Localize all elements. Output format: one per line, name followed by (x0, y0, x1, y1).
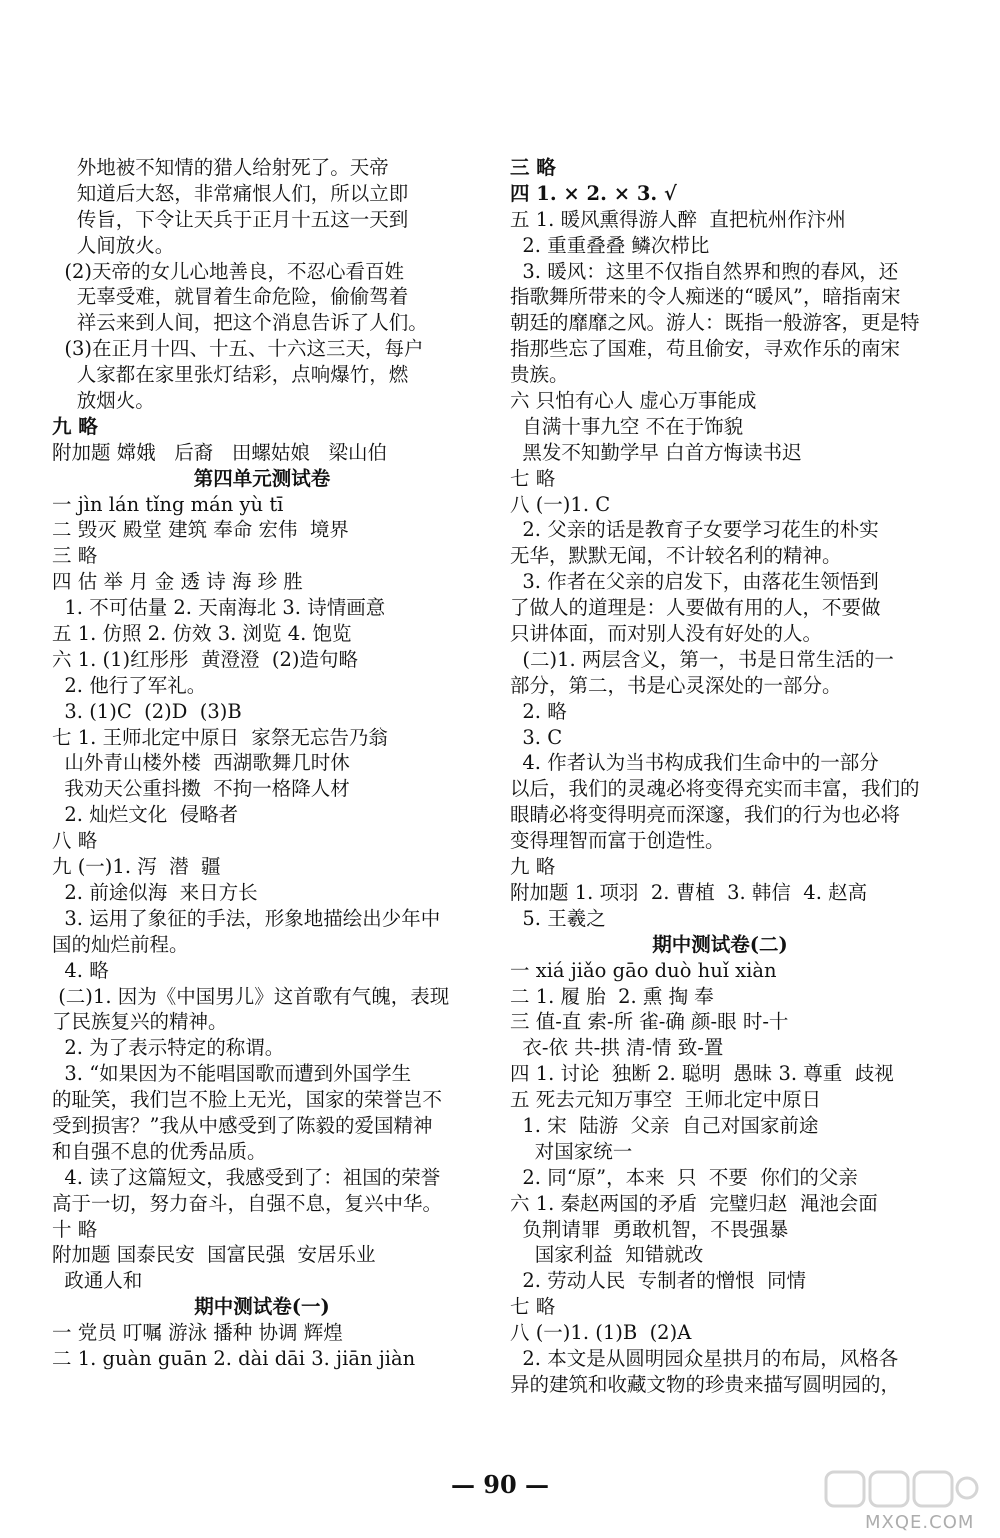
right-answer-line: 三 值-直 索-所 雀-确 颜-眼 时-十 (510, 1010, 789, 1034)
right-answer-line: 九 略 (510, 855, 556, 879)
right-answer-line: 对国家统一 (510, 1139, 633, 1163)
right-answer-line: 四 1. 讨论 独断 2. 聪明 愚昧 3. 尊重 歧视 (510, 1062, 894, 1086)
left-answer-line: 2. 为了表示特定的称谓。 (52, 1036, 285, 1060)
right-answer-line: 六 只怕有心人 虚心万事能成 (510, 389, 757, 413)
right-answer-line: 八 (一)1. C (510, 492, 611, 516)
left-answer-line: 放烟火。 (52, 389, 155, 413)
left-answer-line: (二)1. 因为《中国男儿》这首歌有气魄，表现 (52, 984, 450, 1008)
left-answer-line: 受到损害？”我从中感受到了陈毅的爱国精神 (52, 1113, 433, 1137)
right-answer-line: 3. 暖风：这里不仅指自然界和煦的春风，还 (510, 259, 899, 283)
left-answer-line: 的耻笑，我们岂不脸上无光，国家的荣誉岂不 (52, 1088, 443, 1112)
right-answer-line: 黑发不知勤学早 白首方悔读书迟 (510, 440, 802, 464)
right-answer-line: 2. 父亲的话是教育子女要学习花生的朴实 (510, 518, 879, 542)
right-answer-line: 指歌舞所带来的令人痴迷的“暖风”，暗指南宋 (510, 285, 901, 309)
left-answer-line: (3)在正月十四、十五、十六这三天，每户 (52, 337, 424, 361)
left-answer-line: 3. “如果因为不能唱国歌而遭到外国学生 (52, 1062, 412, 1086)
right-answer-line: (二)1. 两层含义，第一，书是日常生活的一 (510, 647, 894, 671)
left-answer-line: 祥云来到人间，把这个消息告诉了人们。 (52, 311, 428, 335)
watermark-text: MXQE.COM (865, 1512, 975, 1533)
right-answer-line: 眼睛必将变得明亮而深邃，我们的行为也必将 (510, 803, 901, 827)
left-answer-line: 3. 运用了象征的手法，形象地描绘出少年中 (52, 906, 441, 930)
right-answer-line: 衣-依 共-拱 清-情 致-置 (510, 1036, 724, 1060)
right-answer-line: 七 略 (510, 466, 556, 490)
right-answer-line: 五 死去元知万事空 王师北定中原日 (510, 1088, 822, 1112)
left-answer-line: 2. 灿烂文化 侵略者 (52, 803, 239, 827)
left-answer-line: 2. 他行了军礼。 (52, 673, 207, 697)
right-answer-line: 1. 宋 陆游 父亲 自己对国家前途 (510, 1113, 819, 1137)
left-answer-line: 二 毁灭 殿堂 建筑 奉命 宏伟 境界 (52, 518, 349, 542)
left-answer-line: 2. 前途似海 来日方长 (52, 880, 258, 904)
left-answer-line: 七 1. 王师北定中原日 家祭无忘告乃翁 (52, 725, 388, 749)
left-answer-line: 国的灿烂前程。 (52, 932, 189, 956)
right-answer-line: 四 1. × 2. × 3. √ (510, 181, 677, 205)
right-answer-line: 异的建筑和收藏文物的珍贵来描写圆明园的， (510, 1372, 901, 1396)
right-section-heading: 期中测试卷(二) (652, 932, 788, 956)
right-answer-line: 三 略 (510, 156, 556, 179)
left-answer-line: 4. 略 (52, 958, 109, 982)
right-answer-line: 2. 本文是从圆明园众星拱月的布局，风格各 (510, 1346, 899, 1370)
right-answer-line: 2. 劳动人民 专制者的憎恨 同情 (510, 1269, 806, 1293)
left-answer-line: 无辜受难，就冒着生命危险，偷偷驾着 (52, 285, 409, 309)
right-column (510, 155, 930, 1398)
left-answer-line: 和自强不息的优秀品质。 (52, 1139, 267, 1163)
right-answer-line: 部分，第二，书是心灵深处的一部分。 (510, 673, 842, 697)
left-answer-line: 3. (1)C (2)D (3)B (52, 699, 242, 723)
left-answer-line: 九 略 (52, 414, 98, 438)
right-answer-line: 指那些忘了国难，苟且偷安，寻欢作乐的南宋 (510, 337, 901, 361)
right-answer-line: 七 略 (510, 1295, 556, 1319)
left-answer-line: 人家都在家里张灯结彩，点响爆竹，燃 (52, 363, 409, 387)
right-answer-line: 贵族。 (510, 363, 569, 387)
left-answer-line: 五 1. 仿照 2. 仿效 3. 浏览 4. 饱览 (52, 622, 352, 646)
left-answer-line: 三 略 (52, 544, 98, 568)
right-answer-line: 附加题 1. 项羽 2. 曹植 3. 韩信 4. 赵高 (510, 880, 868, 904)
right-answer-line: 以后，我们的灵魂必将变得充实而丰富，我们的 (510, 777, 920, 801)
right-answer-line: 无华，默默无闻，不计较名利的精神。 (510, 544, 842, 568)
left-answer-line: 外地被不知情的猎人给射死了。天帝 (52, 156, 389, 179)
left-answer-line: 十 略 (52, 1217, 98, 1241)
left-answer-line: 人间放火。 (52, 233, 175, 257)
right-answer-line: 只讲体面，而对别人没有好处的人。 (510, 622, 823, 646)
left-answer-line: 了民族复兴的精神。 (52, 1010, 228, 1034)
right-answer-line: 了做人的道理是：人要做有用的人，不要做 (510, 596, 881, 620)
left-answer-line: 传旨，下令让天兵于正月十五这一天到 (52, 207, 409, 231)
left-answer-line: 高于一切，努力奋斗，自强不息，复兴中华。 (52, 1191, 443, 1215)
right-answer-line: 4. 作者认为当书构成我们生命中的一部分 (510, 751, 879, 775)
left-answer-line: 一 党员 叮嘱 游泳 播种 协调 辉煌 (52, 1321, 343, 1345)
left-answer-line: 一 jìn lán tǐng mán yù tī (52, 492, 284, 516)
left-answer-line: 九 (一)1. 泻 潜 疆 (52, 855, 221, 879)
right-answer-line: 国家利益 知错就改 (510, 1243, 704, 1267)
left-section-heading: 期中测试卷(一) (194, 1295, 330, 1319)
left-answer-line: 知道后大怒，非常痛恨人们，所以立即 (52, 181, 409, 205)
left-answer-line: 1. 不可估量 2. 天南海北 3. 诗情画意 (52, 596, 386, 620)
right-answer-line: 一 xiá jiǎo gāo duò huǐ xiàn (510, 958, 777, 982)
left-answer-line: 政通人和 (52, 1269, 143, 1293)
left-answer-line: 八 略 (52, 829, 98, 853)
right-answer-line: 3. 作者在父亲的启发下，由落花生领悟到 (510, 570, 879, 594)
left-answer-line: 我劝天公重抖擞 不拘一格降人材 (52, 777, 350, 801)
left-answer-line: 附加题 国泰民安 国富民强 安居乐业 (52, 1243, 376, 1267)
right-answer-line: 2. 同“原”，本来 只 不要 你们的父亲 (510, 1165, 858, 1189)
right-answer-line: 二 1. 履 胎 2. 熏 掏 奉 (510, 984, 714, 1008)
page-number: — 90 — (450, 1470, 550, 1499)
right-answer-line: 2. 重重叠叠 鳞次栉比 (510, 233, 710, 257)
right-answer-line: 负荆请罪 勇敢机智，不畏强暴 (510, 1217, 789, 1241)
left-answer-line: 四 估 举 月 金 透 诗 海 珍 胜 (52, 570, 303, 594)
left-answer-line: 附加题 嫦娥 后裔 田螺姑娘 梁山伯 (52, 440, 387, 464)
right-answer-line: 自满十事九空 不在于饰貌 (510, 414, 744, 438)
left-answer-line: 山外青山楼外楼 西湖歌舞几时休 (52, 751, 350, 775)
left-answer-line: 4. 读了这篇短文，我感受到了：祖国的荣誉 (52, 1165, 441, 1189)
right-answer-line: 朝廷的靡靡之风。游人：既指一般游客，更是特 (510, 311, 920, 335)
right-answer-line: 八 (一)1. (1)B (2)A (510, 1321, 692, 1345)
right-answer-line: 变得理智而富于创造性。 (510, 829, 725, 853)
right-answer-line: 3. C (510, 725, 563, 749)
left-answer-line: 六 1. (1)红彤彤 黄澄澄 (2)造句略 (52, 647, 359, 671)
right-answer-line: 六 1. 秦赵两国的矛盾 完璧归赵 渑池会面 (510, 1191, 878, 1215)
left-answer-line: (2)天帝的女儿心地善良，不忍心看百姓 (52, 259, 405, 283)
right-answer-line: 5. 王羲之 (510, 906, 606, 930)
left-answer-line: 二 1. guàn guān 2. dài dāi 3. jiān jiàn (52, 1346, 416, 1370)
right-answer-line: 五 1. 暖风熏得游人醉 直把杭州作汴州 (510, 207, 846, 231)
left-section-heading: 第四单元测试卷 (193, 466, 331, 490)
right-answer-line: 2. 略 (510, 699, 567, 723)
left-column (52, 155, 472, 1372)
